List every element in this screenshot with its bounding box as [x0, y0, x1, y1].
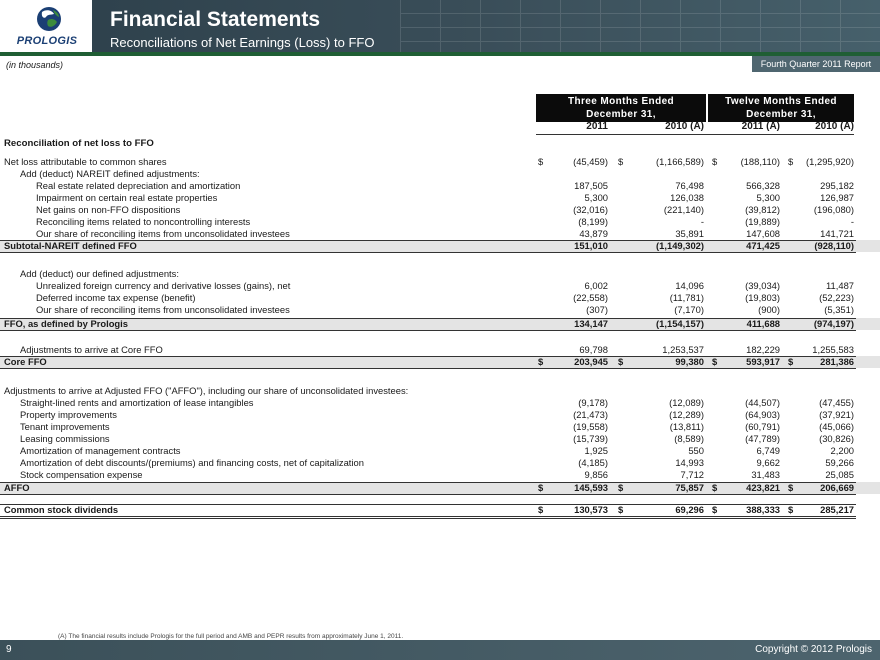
value-cell: 6,749 [756, 445, 780, 456]
value-cell: (8,589) [674, 433, 704, 444]
row-label: Leasing commissions [20, 433, 110, 444]
value-cell: (60,791) [745, 421, 780, 432]
page-title: Financial Statements [110, 8, 321, 31]
currency-symbol: $ [788, 504, 794, 515]
row-label: Our share of reconciling items from unconsolidated investees [36, 228, 290, 239]
table-row [0, 204, 880, 216]
value-cell: 99,380 [675, 356, 704, 367]
value-cell: (974,197) [813, 318, 854, 329]
table-row [0, 344, 880, 356]
value-cell: 182,229 [746, 344, 780, 355]
value-cell: 151,010 [574, 240, 608, 251]
value-cell: 69,798 [579, 344, 608, 355]
value-cell: (52,223) [819, 292, 854, 303]
currency-symbol: $ [712, 356, 718, 367]
value-cell: 31,483 [751, 469, 780, 480]
row-label: Our share of reconciling items from unconsolidated investees [36, 304, 290, 315]
currency-symbol: $ [788, 356, 794, 367]
twelve-months-header [708, 94, 854, 122]
table-row [0, 318, 880, 330]
currency-symbol: $ [788, 482, 794, 493]
row-label: Reconciling items related to noncontrolling interests [36, 216, 251, 227]
twelve-months-line-1: Twelve Months Ended [725, 96, 837, 107]
value-cell: 43,879 [579, 228, 608, 239]
row-label: Net loss attributable to common shares [4, 156, 167, 167]
logo-text: PROLOGIS [16, 35, 78, 47]
table-row [0, 156, 880, 168]
year-header-col-1: 2011 [586, 121, 608, 132]
row-label: AFFO [4, 482, 30, 493]
currency-symbol: $ [618, 156, 624, 167]
value-cell: (64,903) [745, 409, 780, 420]
currency-symbol: $ [618, 482, 624, 493]
table-row [0, 469, 880, 481]
row-label: Unrealized foreign currency and derivative losses (gains), net [36, 280, 291, 291]
report-label: Fourth Quarter 2011 Report [752, 56, 880, 72]
value-cell: 11,487 [826, 280, 854, 291]
period-headers [0, 94, 880, 124]
row-label: Real estate related depreciation and amortization [36, 180, 241, 191]
value-cell: (1,166,589) [656, 156, 704, 167]
currency-symbol: $ [618, 356, 624, 367]
copyright: Copyright © 2012 Prologis [755, 644, 872, 655]
twelve-months-line-2: December 31, [746, 109, 816, 120]
value-cell: 5,300 [584, 192, 608, 203]
row-label: Impairment on certain real estate properties [36, 192, 218, 203]
globe-logo-icon [36, 6, 62, 32]
year-header-col-3: 2011 (A) [741, 121, 780, 132]
value-cell: (5,351) [824, 304, 854, 315]
currency-symbol: $ [538, 356, 544, 367]
table-row [0, 397, 880, 409]
table-row [0, 482, 880, 494]
table-row [0, 192, 880, 204]
currency-symbol: $ [538, 482, 544, 493]
page-footer [0, 640, 880, 660]
table-row [0, 228, 880, 240]
logo [0, 0, 92, 52]
value-cell: (12,089) [669, 397, 704, 408]
row-label: Adjustments to arrive at Core FFO [20, 344, 163, 355]
value-cell: 75,857 [675, 482, 704, 493]
value-cell: (44,507) [745, 397, 780, 408]
row-label: Add (deduct) our defined adjustments: [20, 268, 179, 279]
value-cell: 7,712 [680, 469, 704, 480]
row-label: FFO, as defined by Prologis [4, 318, 128, 329]
value-cell: 566,328 [746, 180, 780, 191]
value-cell: 147,608 [746, 228, 780, 239]
row-label: Amortization of management contracts [20, 445, 181, 456]
value-cell: 126,987 [820, 192, 854, 203]
row-label: Tenant improvements [20, 421, 110, 432]
value-cell: (7,170) [674, 304, 704, 315]
value-cell: - [850, 216, 854, 227]
value-cell: (1,154,157) [656, 318, 704, 329]
row-label: Stock compensation expense [20, 469, 143, 480]
value-cell: 206,669 [820, 482, 854, 493]
value-cell: 203,945 [574, 356, 608, 367]
table-row [0, 168, 880, 180]
currency-symbol: $ [788, 156, 794, 167]
row-label: Amortization of debt discounts/(premiums) and financing costs, net of capitalization [20, 457, 364, 468]
row-bottom-rule [0, 368, 856, 369]
currency-symbol: $ [618, 504, 624, 515]
row-label: Adjustments to arrive at Adjusted FFO ("AFFO"), including our share of unconsolidated investees: [4, 385, 409, 396]
table-row [0, 268, 880, 280]
table-row [0, 138, 880, 150]
table-row [0, 304, 880, 316]
table-row [0, 421, 880, 433]
header-divider [0, 52, 880, 56]
value-cell: (19,889) [745, 216, 780, 227]
table-row [0, 292, 880, 304]
value-cell: 1,255,583 [812, 344, 854, 355]
table-row [0, 240, 880, 252]
value-cell: (221,140) [663, 204, 704, 215]
table-row [0, 445, 880, 457]
value-cell: 9,856 [584, 469, 608, 480]
value-cell: (8,199) [578, 216, 608, 227]
three-months-line-1: Three Months Ended [567, 96, 675, 107]
value-cell: (928,110) [814, 240, 854, 251]
units-note: (in thousands) [6, 60, 64, 70]
value-cell: 130,573 [574, 504, 608, 515]
value-cell: (9,178) [578, 397, 608, 408]
currency-symbol: $ [538, 156, 544, 167]
year-header-col-4: 2010 (A) [815, 121, 854, 132]
row-label: Common stock dividends [4, 504, 119, 515]
value-cell: 14,096 [675, 280, 704, 291]
page-subtitle: Reconciliations of Net Earnings (Loss) to FFO [110, 35, 375, 50]
row-label: Reconciliation of net loss to FFO [4, 138, 154, 149]
footnote: (A) The financial results include Prologis for the full period and AMB and PEPR results from approximately June 1, 2011. [58, 633, 404, 640]
row-bottom-rule [0, 516, 856, 517]
value-cell: 187,505 [574, 180, 608, 191]
value-cell: (1,149,302) [656, 240, 704, 251]
value-cell: 126,038 [670, 192, 704, 203]
value-cell: 295,182 [820, 180, 854, 191]
value-cell: (188,110) [740, 156, 780, 167]
row-bottom-rule [0, 252, 856, 253]
value-cell: (39,812) [745, 204, 780, 215]
value-cell: 593,917 [746, 356, 780, 367]
row-bottom-rule [0, 494, 856, 495]
table-row [0, 180, 880, 192]
value-cell: (47,455) [819, 397, 854, 408]
currency-symbol: $ [538, 504, 544, 515]
value-cell: 25,085 [825, 469, 854, 480]
page-header [0, 0, 880, 56]
value-cell: 35,891 [675, 228, 704, 239]
currency-symbol: $ [712, 482, 718, 493]
value-cell: (39,034) [745, 280, 780, 291]
value-cell: (47,789) [745, 433, 780, 444]
year-header-col-2: 2010 (A) [665, 121, 704, 132]
value-cell: 423,821 [746, 482, 780, 493]
row-bottom-rule [0, 330, 856, 331]
value-cell: (19,558) [573, 421, 608, 432]
value-cell: 141,721 [820, 228, 854, 239]
table-row [0, 385, 880, 397]
value-cell: (1,295,920) [806, 156, 854, 167]
three-months-line-2: December 31, [586, 109, 656, 120]
table-row [0, 433, 880, 445]
value-cell: 59,266 [825, 457, 854, 468]
value-cell: 411,688 [746, 318, 780, 329]
value-cell: (15,739) [573, 433, 608, 444]
row-label: Core FFO [4, 356, 47, 367]
year-headers [536, 121, 854, 133]
three-months-header [536, 94, 706, 122]
row-label: Straight-lined rents and amortization of lease intangibles [20, 397, 254, 408]
value-cell: 14,993 [675, 457, 704, 468]
row-label: Add (deduct) NAREIT defined adjustments: [20, 168, 200, 179]
value-cell: 1,925 [584, 445, 608, 456]
value-cell: (4,185) [578, 457, 608, 468]
value-cell: (13,811) [669, 421, 704, 432]
value-cell: 1,253,537 [662, 344, 704, 355]
table-row [0, 280, 880, 292]
value-cell: - [700, 216, 704, 227]
value-cell: (12,289) [669, 409, 704, 420]
value-cell: (11,781) [669, 292, 704, 303]
row-double-rule [0, 518, 856, 519]
table-row [0, 504, 880, 516]
currency-symbol: $ [712, 504, 718, 515]
value-cell: 471,425 [746, 240, 780, 251]
year-header-rule [536, 134, 854, 135]
value-cell: 9,662 [756, 457, 780, 468]
table-row [0, 457, 880, 469]
value-cell: 76,498 [675, 180, 704, 191]
value-cell: 69,296 [675, 504, 704, 515]
currency-symbol: $ [712, 156, 718, 167]
value-cell: 5,300 [756, 192, 780, 203]
table-row [0, 216, 880, 228]
row-label: Net gains on non-FFO dispositions [36, 204, 181, 215]
value-cell: (21,473) [573, 409, 608, 420]
row-label: Subtotal-NAREIT defined FFO [4, 240, 137, 251]
value-cell: (900) [758, 304, 780, 315]
table-row [0, 409, 880, 421]
value-cell: (45,066) [819, 421, 854, 432]
value-cell: (196,080) [813, 204, 854, 215]
value-cell: 285,217 [820, 504, 854, 515]
value-cell: 550 [688, 445, 704, 456]
value-cell: (22,558) [573, 292, 608, 303]
value-cell: (32,016) [573, 204, 608, 215]
page-number: 9 [6, 644, 12, 655]
value-cell: (307) [586, 304, 608, 315]
value-cell: 6,002 [584, 280, 608, 291]
value-cell: 2,200 [830, 445, 854, 456]
table-row [0, 356, 880, 368]
value-cell: 145,593 [574, 482, 608, 493]
row-label: Deferred income tax expense (benefit) [36, 292, 196, 303]
value-cell: (30,826) [819, 433, 854, 444]
value-cell: 281,386 [820, 356, 854, 367]
value-cell: (37,921) [819, 409, 854, 420]
value-cell: (19,803) [745, 292, 780, 303]
value-cell: (45,459) [573, 156, 608, 167]
row-label: Property improvements [20, 409, 117, 420]
value-cell: 388,333 [746, 504, 780, 515]
header-background-pattern [400, 0, 880, 56]
value-cell: 134,147 [574, 318, 608, 329]
